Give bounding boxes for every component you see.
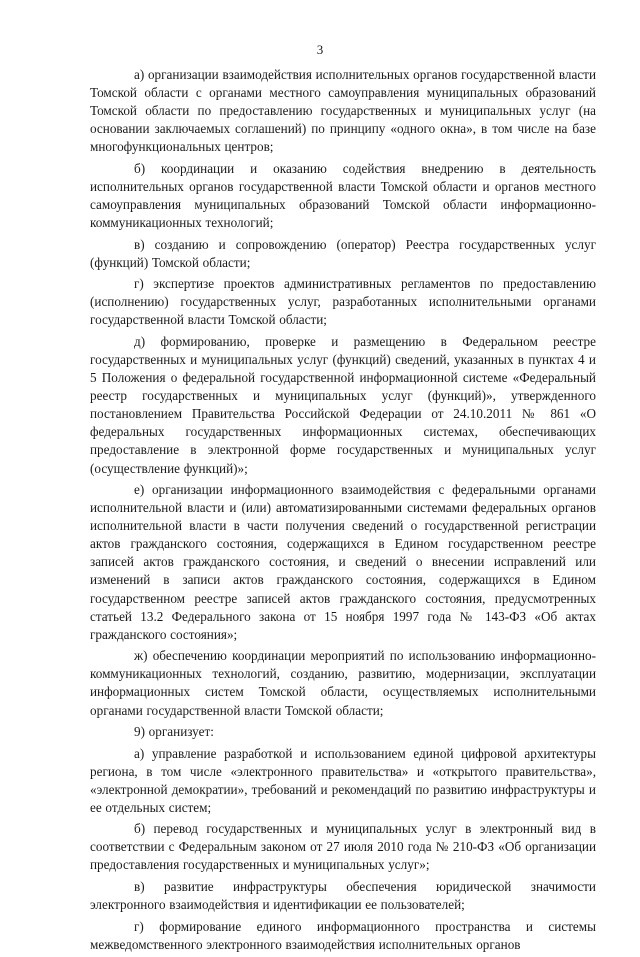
- page-number: 3: [316, 42, 324, 57]
- paragraph-g-expertise: г) экспертизе проектов административных регламентов по предоставлению (исполнению) государственных услуг, разработанных исполнительными органами государственной власти Томской области;: [90, 276, 596, 328]
- paragraph-v-registry: в) созданию и сопровождению (оператор) Реестра государственных услуг (функций) Томской области;: [90, 236, 596, 270]
- paragraph-v-legal-significance: в) развитие инфраструктуры обеспечения юридической значимости электронного взаимодействия и идентификации ее пользователей;: [90, 878, 596, 913]
- paragraph-g-info-space: г) формирование единого информационного пространства и системы межведомственного электронного взаимодействия исполнительных органов: [90, 918, 596, 952]
- paragraph-9-organizes: 9) организует:: [134, 724, 214, 740]
- paragraph-zh-ict-coordination: ж) обеспечению координации мероприятий по использованию информационно-коммуникационных технологий, созданию, развитию, модернизации, эксплуатации информационных систем Томской области, осуществляемых исполнительными органами государственной власти Томской области;: [90, 648, 596, 718]
- document-body: [90, 66, 596, 957]
- paragraph-a-architecture: а) управление разработкой и использованием единой цифровой архитектуры региона, в том числе «электронного правительства» и «открытого правительства», «электронной демократии», требований и рекомендаций по развитию инфраструктуры и ее отдельных систем;: [90, 745, 596, 815]
- paragraph-d-federal-registry: д) формированию, проверке и размещению в Федеральном реестре государственных и муниципальных услуг (функций) сведений, указанных в пунктах 4 и 5 Положения о федеральной государственной информационной системе «Федеральный реестр государственных и муниципальных услуг (функций)», утвержденного постановлением Правительства Российской Федерации от 24.10.2011 № 861 «О федеральных государственных информационных системах, обеспечивающих предоставление в электронной форме государственных и муниципальных услуг (осуществление функций)»;: [90, 333, 596, 476]
- paragraph-a-interaction: а) организации взаимодействия исполнительных органов государственной власти Томской области с органами местного самоуправления муниципальных образований Томской области по предоставлению государственных и муниципальных услуг (на основании заключаемых соглашений) по принципу «одного окна», в том числе на базе многофункциональных центров;: [90, 67, 596, 155]
- paragraph-b-coordination: б) координации и оказанию содействия внедрению в деятельность исполнительных органов государственной власти Томской области и органов местного самоуправления муниципальных образований Томской области информационно-коммуникационных технологий;: [90, 160, 596, 231]
- paragraph-b-e-services: б) перевод государственных и муниципальных услуг в электронный вид в соответствии с Федеральным законом от 27 июля 2010 года № 210-ФЗ «Об организации предоставления государственных и муниципальных услуг»;: [90, 821, 596, 873]
- paragraph-e-civil-records: е) организации информационного взаимодействия с федеральными органами исполнительной власти и (или) автоматизированными системами федеральных органов исполнительной власти в части получения сведений о государственной регистрации актов гражданского состояния, содержащихся в Едином государственном реестре записей актов гражданского состояния, и сведений о внесении исправлений или изменений в записи актов гражданского состояния, содержащихся в Едином государственном реестре записей актов гражданского состояния, предусмотренных статьей 13.2 Федерального закона от 15 ноября 1997 года № 143-ФЗ «Об актах гражданского состояния»;: [90, 482, 596, 642]
